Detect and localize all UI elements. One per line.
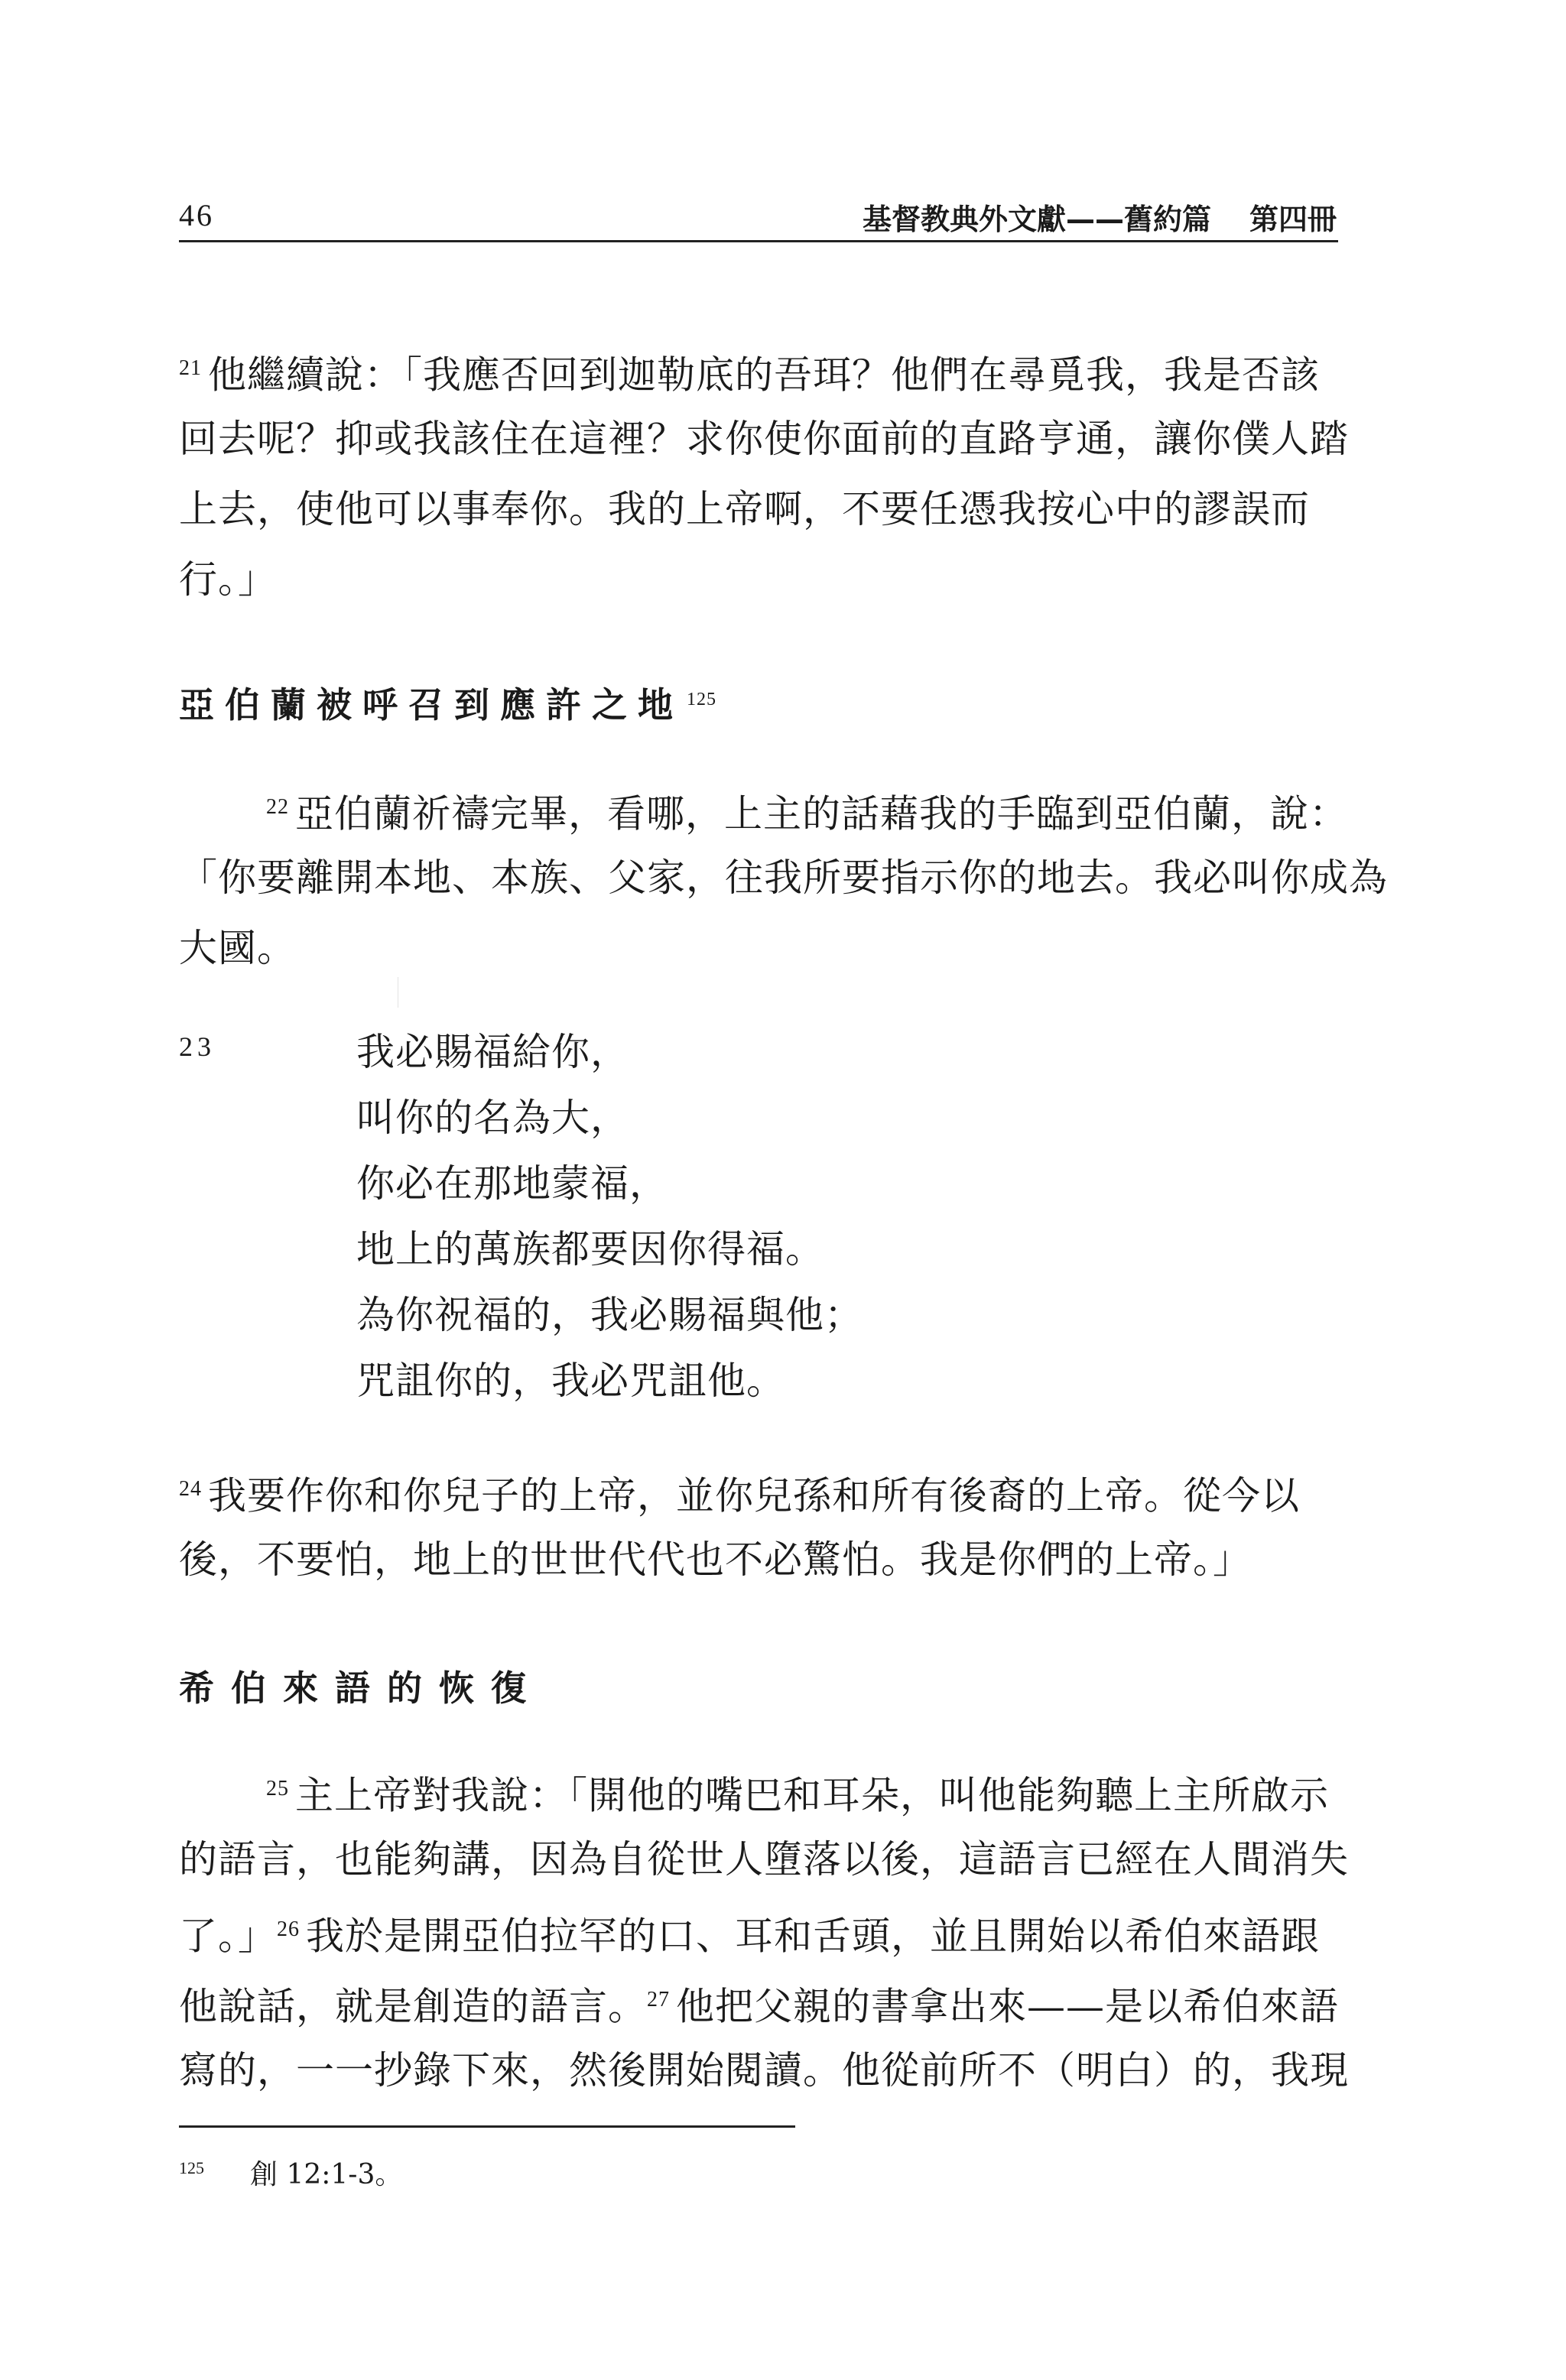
running-header: [863, 196, 1337, 238]
verse-number: 22: [266, 795, 289, 819]
paragraph-25-line: 的語言，也能夠講，因為自從世人墮落以後，這語言已經在人間消失: [179, 1837, 1349, 1882]
paragraph-25-line: 了。」$^{26}$ 我於是開亞伯拉罕的口、耳和舌頭，並且開始以希伯來語跟: [179, 1914, 1320, 1959]
footnote-rule: [179, 2125, 795, 2128]
paragraph-21-line: $^{21}$ 他繼續說：「我應否回到迦勒底的吾珥？他們在尋覓我，我是否該: [179, 352, 1320, 398]
header-rule: [179, 240, 1338, 242]
poem-line: 你必在那地蒙福，: [356, 1161, 668, 1206]
footnote-text: 創 12:1-3。: [250, 2159, 403, 2190]
volume-label: 第四冊: [1249, 203, 1337, 236]
paragraph-24-line: 後，不要怕，地上的世世代代也不必驚怕。我是你們的上帝。」: [179, 1537, 1252, 1582]
paragraph-21-line: 上去，使他可以事奉你。我的上帝啊，不要任憑我按心中的謬誤而: [179, 487, 1310, 531]
paragraph-25-line: 寫的，一一抄錄下來，然後開始閱讀。他從前所不（明白）的，我現: [179, 2048, 1349, 2093]
footnote-ref: 125: [687, 689, 716, 709]
paragraph-22-line: 大國。: [179, 926, 296, 970]
footnote-mark: 125: [179, 2158, 204, 2177]
poem-line: 咒詛你的，我必咒詛他。: [356, 1359, 785, 1403]
section-heading-hebrew: 希伯來語的恢復: [179, 1667, 543, 1709]
section-heading-calling: 亞伯蘭被呼召到應許之地 $^{125}$: [179, 684, 716, 726]
paragraph-21-line: 行。」: [179, 557, 277, 602]
verse-number-23: 23: [179, 1031, 216, 1062]
poem-line: 地上的萬族都要因你得福。: [356, 1227, 824, 1271]
footnote: [179, 2153, 402, 2192]
paragraph-22-line: $^{22}$ 亞伯蘭祈禱完畢，看哪，上主的話藉我的手臨到亞伯蘭，說：: [266, 791, 1348, 836]
poem-line: 我必賜福給你，: [356, 1030, 629, 1074]
verse-number: 25: [266, 1777, 289, 1800]
book-title: 基督教典外文獻——舊約篇: [862, 203, 1211, 236]
paragraph-25-line: $^{25}$ 主上帝對我說：「開他的嘴巴和耳朵，叫他能夠聽上主所啟示: [266, 1773, 1329, 1818]
page-number: 46: [179, 198, 214, 232]
verse-number: 26: [277, 1917, 300, 1941]
verse-number: 24: [179, 1477, 202, 1501]
paragraph-21-line: 回去呢？抑或我該住在這裡？求你使你面前的直路亨通，讓你僕人踏: [179, 417, 1349, 461]
poem-line: 為你祝福的，我必賜福與他；: [356, 1293, 863, 1337]
verse-number: 27: [647, 1988, 670, 2011]
paragraph-25-line: 他說話，就是創造的語言。$^{27}$ 他把父親的書拿出來——是以希伯來語: [179, 1984, 1339, 2029]
poem-line: 叫你的名為大，: [356, 1096, 629, 1140]
paragraph-24-line: $^{24}$ 我要作你和你兒子的上帝，並你兒孫和所有後裔的上帝。從今以: [179, 1473, 1300, 1518]
paragraph-22-line: 「你要離開本地、本族、父家，往我所要指示你的地去。我必叫你成為: [179, 856, 1388, 900]
verse-number: 21: [179, 356, 202, 380]
